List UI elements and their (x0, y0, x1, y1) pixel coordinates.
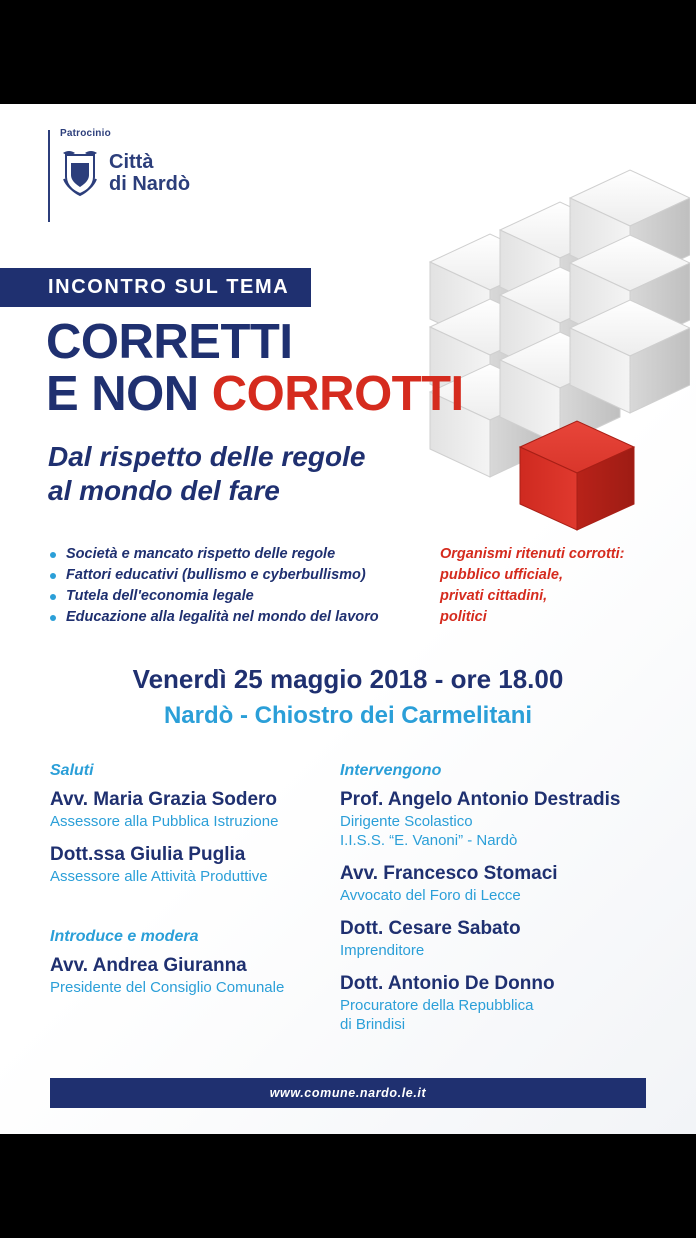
title-line-2-prefix: E NON (46, 367, 212, 421)
subtitle-line-2: al mondo del fare (48, 475, 280, 506)
event-venue: Nardò - Chiostro dei Carmelitani (163, 702, 533, 729)
event-date: Venerdì 25 maggio 2018 - ore 18.00 (132, 664, 564, 694)
speaker-role: Avvocato del Foro di Lecce (340, 887, 521, 904)
speaker-role: Procuratore della Repubblica (340, 997, 534, 1014)
organismi-heading: Organismi ritenuti corrotti: (440, 546, 625, 562)
list-item: politici (440, 609, 487, 625)
list-item: privati cittadini, (440, 588, 548, 604)
vertical-divider (48, 130, 50, 222)
title-line-2-highlight: CORROTTI (211, 367, 464, 421)
list-item (50, 954, 340, 997)
title-line-1: CORRETTI (46, 315, 293, 369)
patrocinio-block (48, 128, 190, 222)
list-item: Società e mancato rispetto delle regole (50, 544, 430, 565)
event-poster (0, 104, 696, 1134)
speaker-name: Avv. Maria Grazia Sodero (50, 789, 278, 810)
speaker-role: Presidente del Consiglio Comunale (50, 979, 285, 996)
page-title (46, 316, 464, 420)
speaker-name: Dott.ssa Giulia Puglia (50, 844, 246, 865)
speaker-name: Avv. Francesco Stomaci (340, 863, 558, 884)
city-line-2: di Nardò (109, 173, 191, 195)
speaker-name: Dott. Cesare Sabato (340, 918, 521, 939)
list-item (340, 788, 660, 850)
speaker-role: Imprenditore (340, 942, 425, 959)
list-item: Educazione alla legalità nel mondo del lavoro (50, 607, 430, 628)
speaker-role-secondary: I.I.S.S. “E. Vanoni” - Nardò (340, 832, 518, 849)
coat-of-arms-icon (60, 149, 100, 197)
speaker-role-secondary: di Brindisi (340, 1016, 406, 1033)
left-speakers-column (50, 762, 340, 1009)
topics-list (50, 544, 430, 628)
speaker-name: Dott. Antonio De Donno (340, 973, 555, 994)
list-item (50, 788, 340, 831)
list-item: pubblico ufficiale, (440, 567, 563, 583)
section-heading-intervengono: Intervengono (340, 762, 442, 779)
subtitle (48, 440, 365, 508)
speaker-name: Avv. Andrea Giuranna (50, 955, 247, 976)
section-heading-saluti: Saluti (50, 762, 94, 779)
subtitle-line-1: Dal rispetto delle regole (48, 441, 366, 472)
list-item: Fattori educativi (bullismo e cyberbullismo) (50, 565, 430, 586)
list-item (340, 917, 660, 960)
topic-band: INCONTRO SUL TEMA (0, 268, 311, 307)
organismi-block (440, 544, 670, 628)
city-line-1: Città (109, 151, 154, 173)
speaker-name: Prof. Angelo Antonio Destradis (340, 789, 621, 810)
list-item (340, 862, 660, 905)
list-item (340, 972, 660, 1034)
speaker-role: Assessore alle Attività Produttive (50, 868, 268, 885)
speaker-role: Assessore alla Pubblica Istruzione (50, 813, 279, 830)
list-item (50, 843, 340, 886)
section-heading-introduce: Introduce e modera (50, 928, 199, 945)
list-item: Tutela dell'economia legale (50, 586, 430, 607)
footer-url[interactable]: www.comune.nardo.le.it (50, 1078, 646, 1108)
patrocinio-label: Patrocinio (60, 128, 111, 139)
city-name (109, 151, 190, 195)
right-speakers-column (340, 762, 660, 1046)
speaker-role: Dirigente Scolastico (340, 813, 473, 830)
